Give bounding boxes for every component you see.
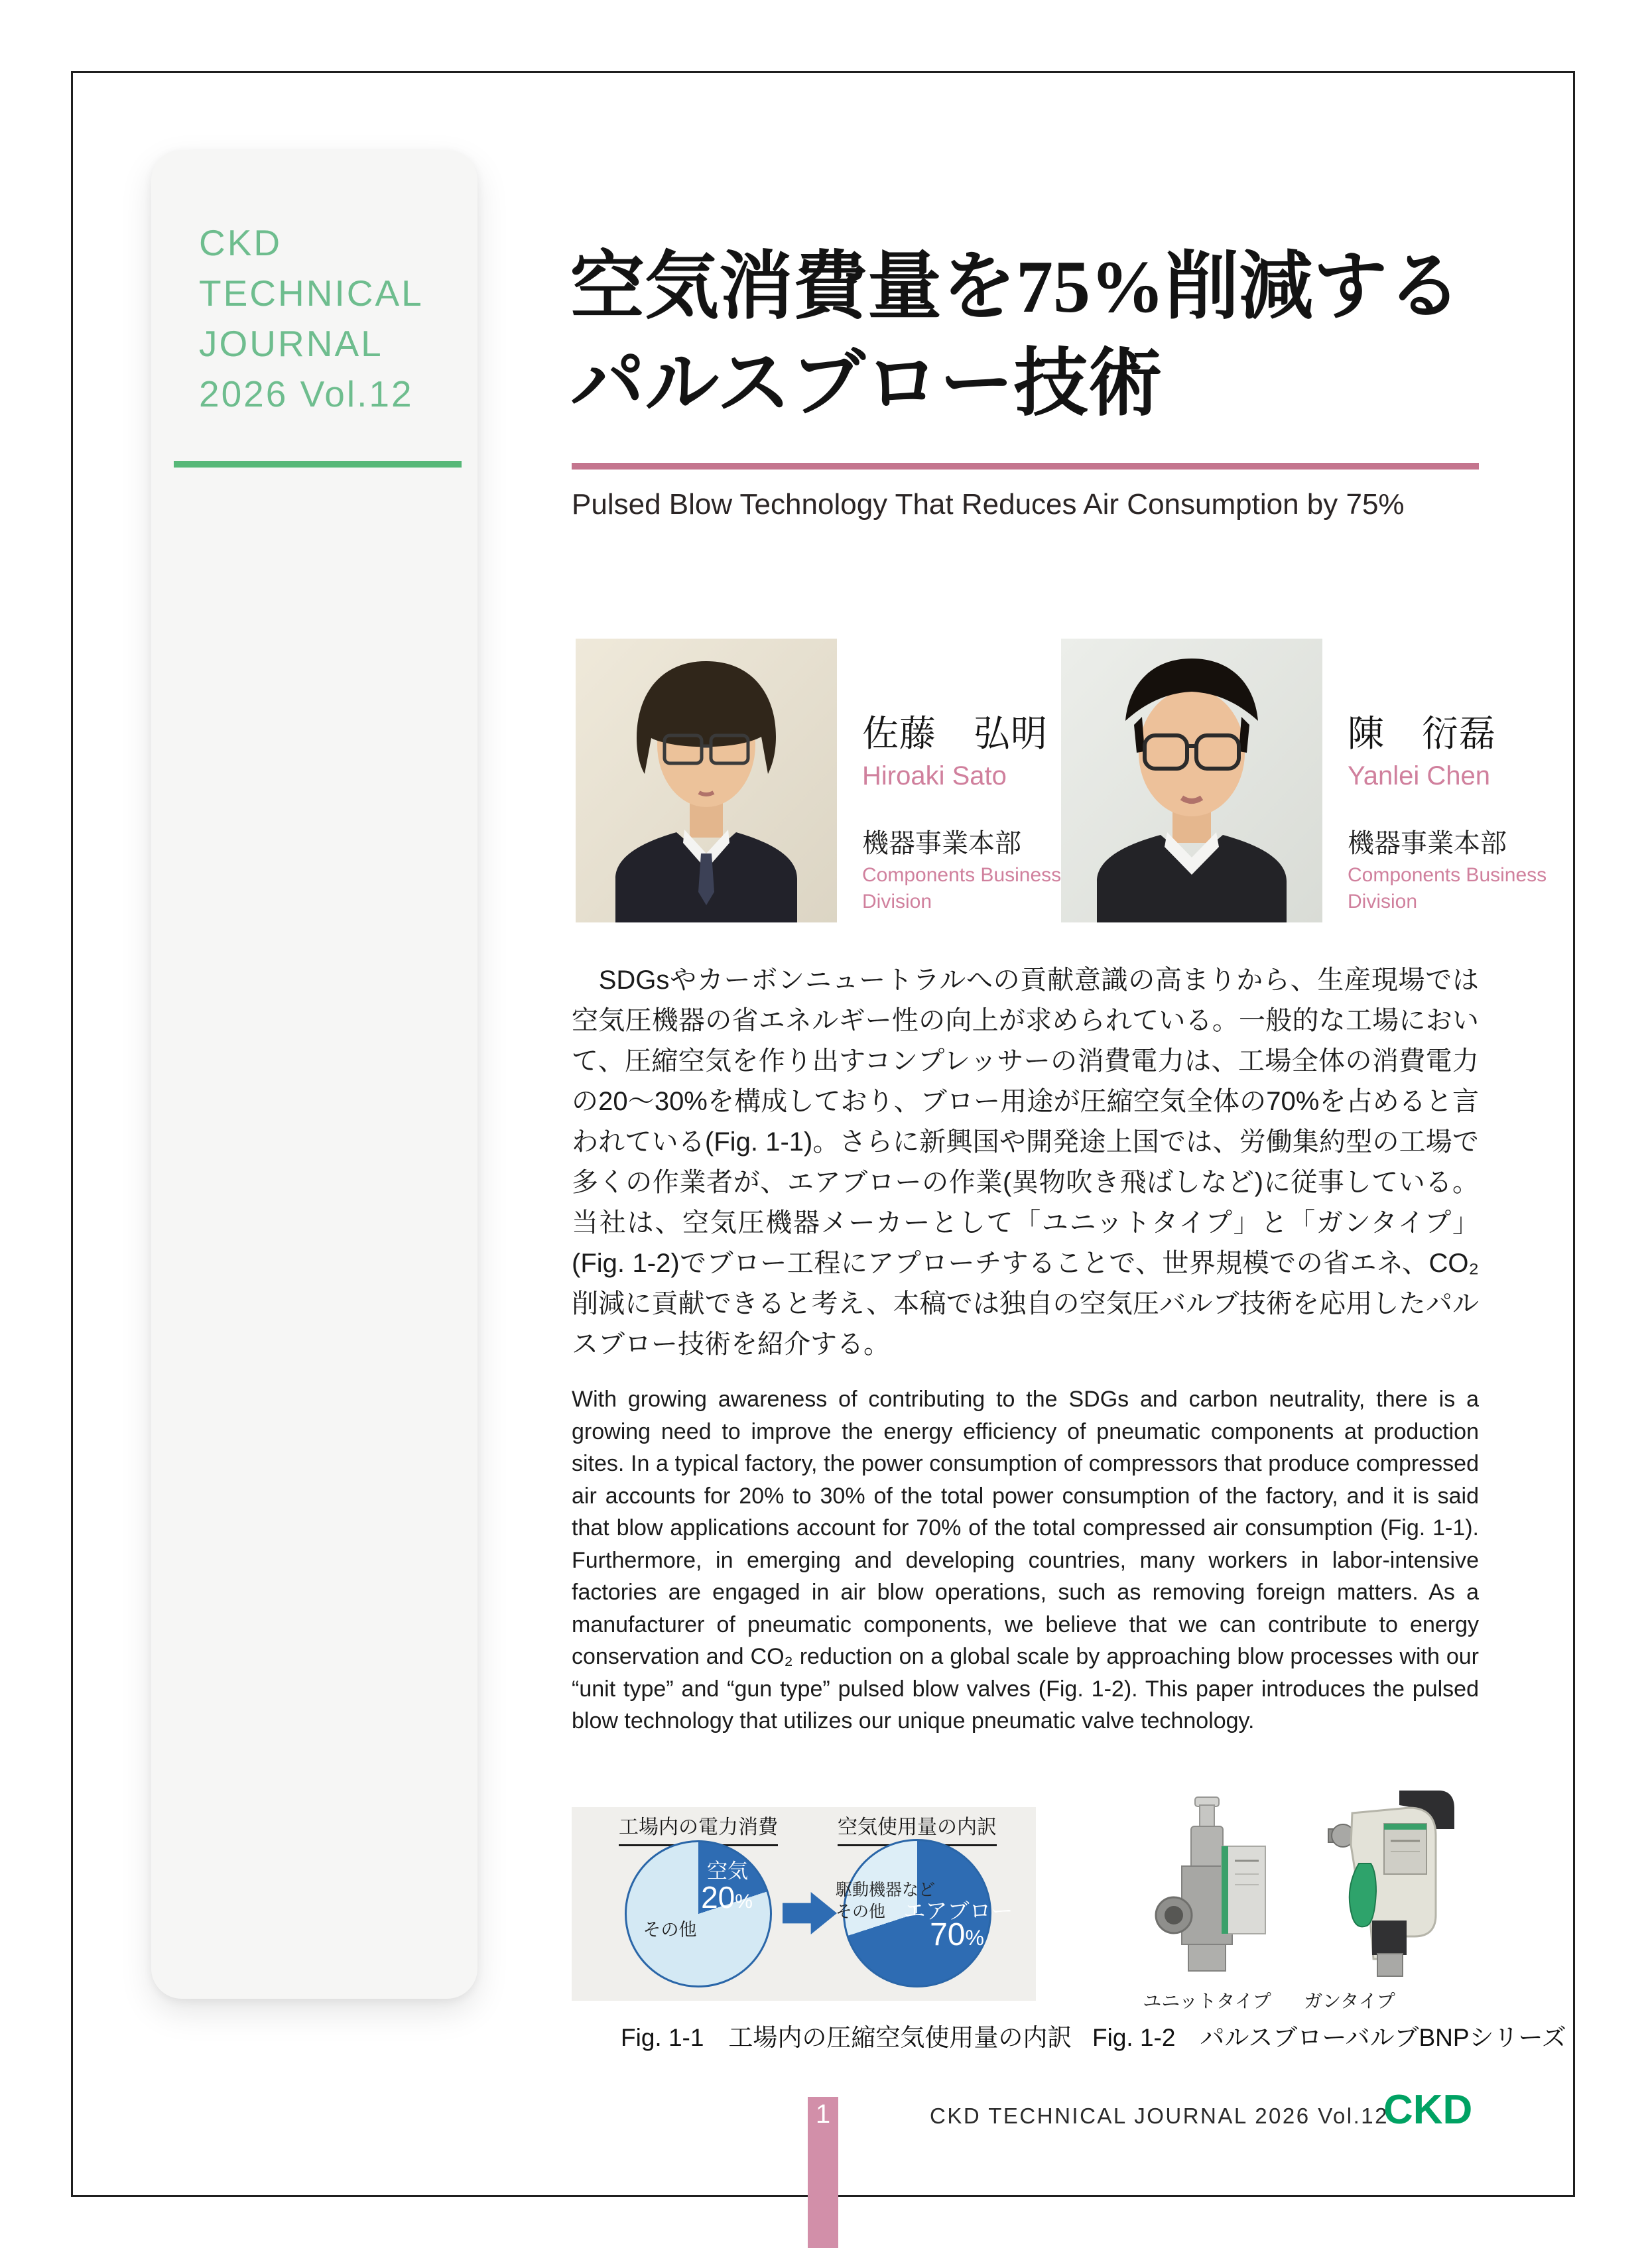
journal-name-line2: TECHNICAL (199, 273, 424, 314)
pie-left-percent-sign: % (735, 1891, 753, 1913)
pie-left-slice-label: 空気 (707, 1859, 748, 1883)
gun-type-valve (1328, 1791, 1454, 1976)
pie-right-percent-sign: % (965, 1926, 984, 1950)
pie-right-other-line2: その他 (836, 1903, 886, 1921)
author-portrait-illustration (576, 639, 837, 922)
pie-left-value: 20 (701, 1880, 735, 1915)
author-dept-ja: 機器事業本部 (862, 829, 1021, 858)
fig2-products (1121, 1785, 1482, 1984)
pie-right-slice-value (914, 1917, 1000, 1953)
journal-name (199, 218, 424, 419)
fig2-label-unit-type: ユニットタイプ (1143, 1991, 1271, 2011)
article-title-ja-line1: 空気消費量を75%削減する (570, 246, 1462, 328)
pie-left-other-label: その他 (643, 1920, 697, 1940)
fig2-caption: Fig. 1-2 パルスブローバルブBNPシリーズ (1092, 2024, 1566, 2051)
journal-name-line1: CKD (199, 222, 283, 263)
journal-name-line3: JOURNAL (199, 323, 383, 364)
pie-right-other-line1: 駆動機器など (836, 1881, 936, 1899)
abstract-en: With growing awareness of contributing to the SDGs and carbon neutrality, there is a growing need to improve the energy efficiency of pneumatic components at production sites. In a typical factory, the power consumption of compressors that produce compressed air accounts for 20% to 30% of the total power consumption of the factory, and it is said that blow applications account for 70% of the total compressed air consumption (Fig. 1-1). Furthermore, in emerging and developing countries, many workers in labor-intensive factories are engaged in air blow operations, such as removing foreign matters. As a manufacturer of pneumatic components, we believe that we can contribute to energy conservation and CO₂ reduction on a global scale by approaching blow processes with our “unit type” and “gun type” pulsed blow valves (Fig. 1-2). This paper introduces the pulsed blow technology that utilizes our unique pneumatic valve technology. (572, 1387, 1479, 1733)
article-title-ja (570, 239, 1512, 432)
footer-journal-line: CKD TECHNICAL JOURNAL 2026 Vol.12 (930, 2104, 1389, 2128)
fig1-caption: Fig. 1-1 工場内の圧縮空気使用量の内訳 (621, 2024, 1072, 2051)
journal-sidebar (151, 150, 477, 1999)
author-dept-en: Components Business Division (862, 864, 1062, 913)
fig2-label-gun-type: ガンタイプ (1304, 1991, 1395, 2011)
ckd-logo: CKD (1383, 2087, 1473, 2133)
title-pink-rule (572, 463, 1479, 470)
author-portrait-illustration (1061, 639, 1322, 922)
abstract-ja: SDGsやカーボンニュートラルへの貢献意識の高まりから、生産現場では空気圧機器の省エネルギー性の向上が求められている。一般的な工場において、圧縮空気を作り出すコンプレッサーの消費電力は、工場全体の消費電力の20～30%を構成しており、ブロー用途が圧縮空気全体の70%を占めると言われている(Fig. 1-1)。さらに新興国や開発途上国では、労働集約型の工場で多くの作業者が、エアブローの作業(異物吹き飛ばしなど)に従事している。当社は、空気圧機器メーカーとして「ユニットタイプ」と「ガンタイプ」(Fig. 1-2)でブロー工程にアプローチすることで、世界規模での省エネ、CO₂削減に貢献できると考え、本稿では独自の空気圧バルブ技術を応用したパルスブロー技術を紹介する。 (572, 966, 1479, 1359)
author-name-ja: 陳 衍磊 (1348, 713, 1497, 754)
author-photo-sato (576, 639, 837, 922)
fig1-right-chart-title: 空気使用量の内訳 (838, 1810, 997, 1846)
page-number-badge: 1 (808, 2097, 838, 2248)
author-dept-en: Components Business Division (1348, 864, 1547, 913)
journal-name-line4: 2026 Vol.12 (199, 373, 414, 414)
author-name-en: Yanlei Chen (1348, 761, 1490, 790)
author-dept-ja: 機器事業本部 (1348, 829, 1507, 858)
unit-type-valve (1156, 1797, 1265, 1971)
sidebar-green-rule (174, 461, 462, 468)
pulse-blow-valve-illustration (1121, 1785, 1482, 1981)
article-title-en: Pulsed Blow Technology That Reduces Air Consumption by 75% (572, 488, 1405, 521)
pie-left-slice-value (688, 1879, 765, 1915)
pie-right-slice-label: エアブロー (903, 1899, 1013, 1923)
pie-right-value: 70 (930, 1917, 966, 1952)
article-title-ja-line2: パルスブロー技術 (570, 343, 1163, 425)
fig1-left-chart-title: 工場内の電力消費 (619, 1810, 778, 1846)
author-name-ja: 佐藤 弘明 (862, 713, 1048, 754)
author-photo-chen (1061, 639, 1322, 922)
author-name-en: Hiroaki Sato (862, 761, 1007, 790)
